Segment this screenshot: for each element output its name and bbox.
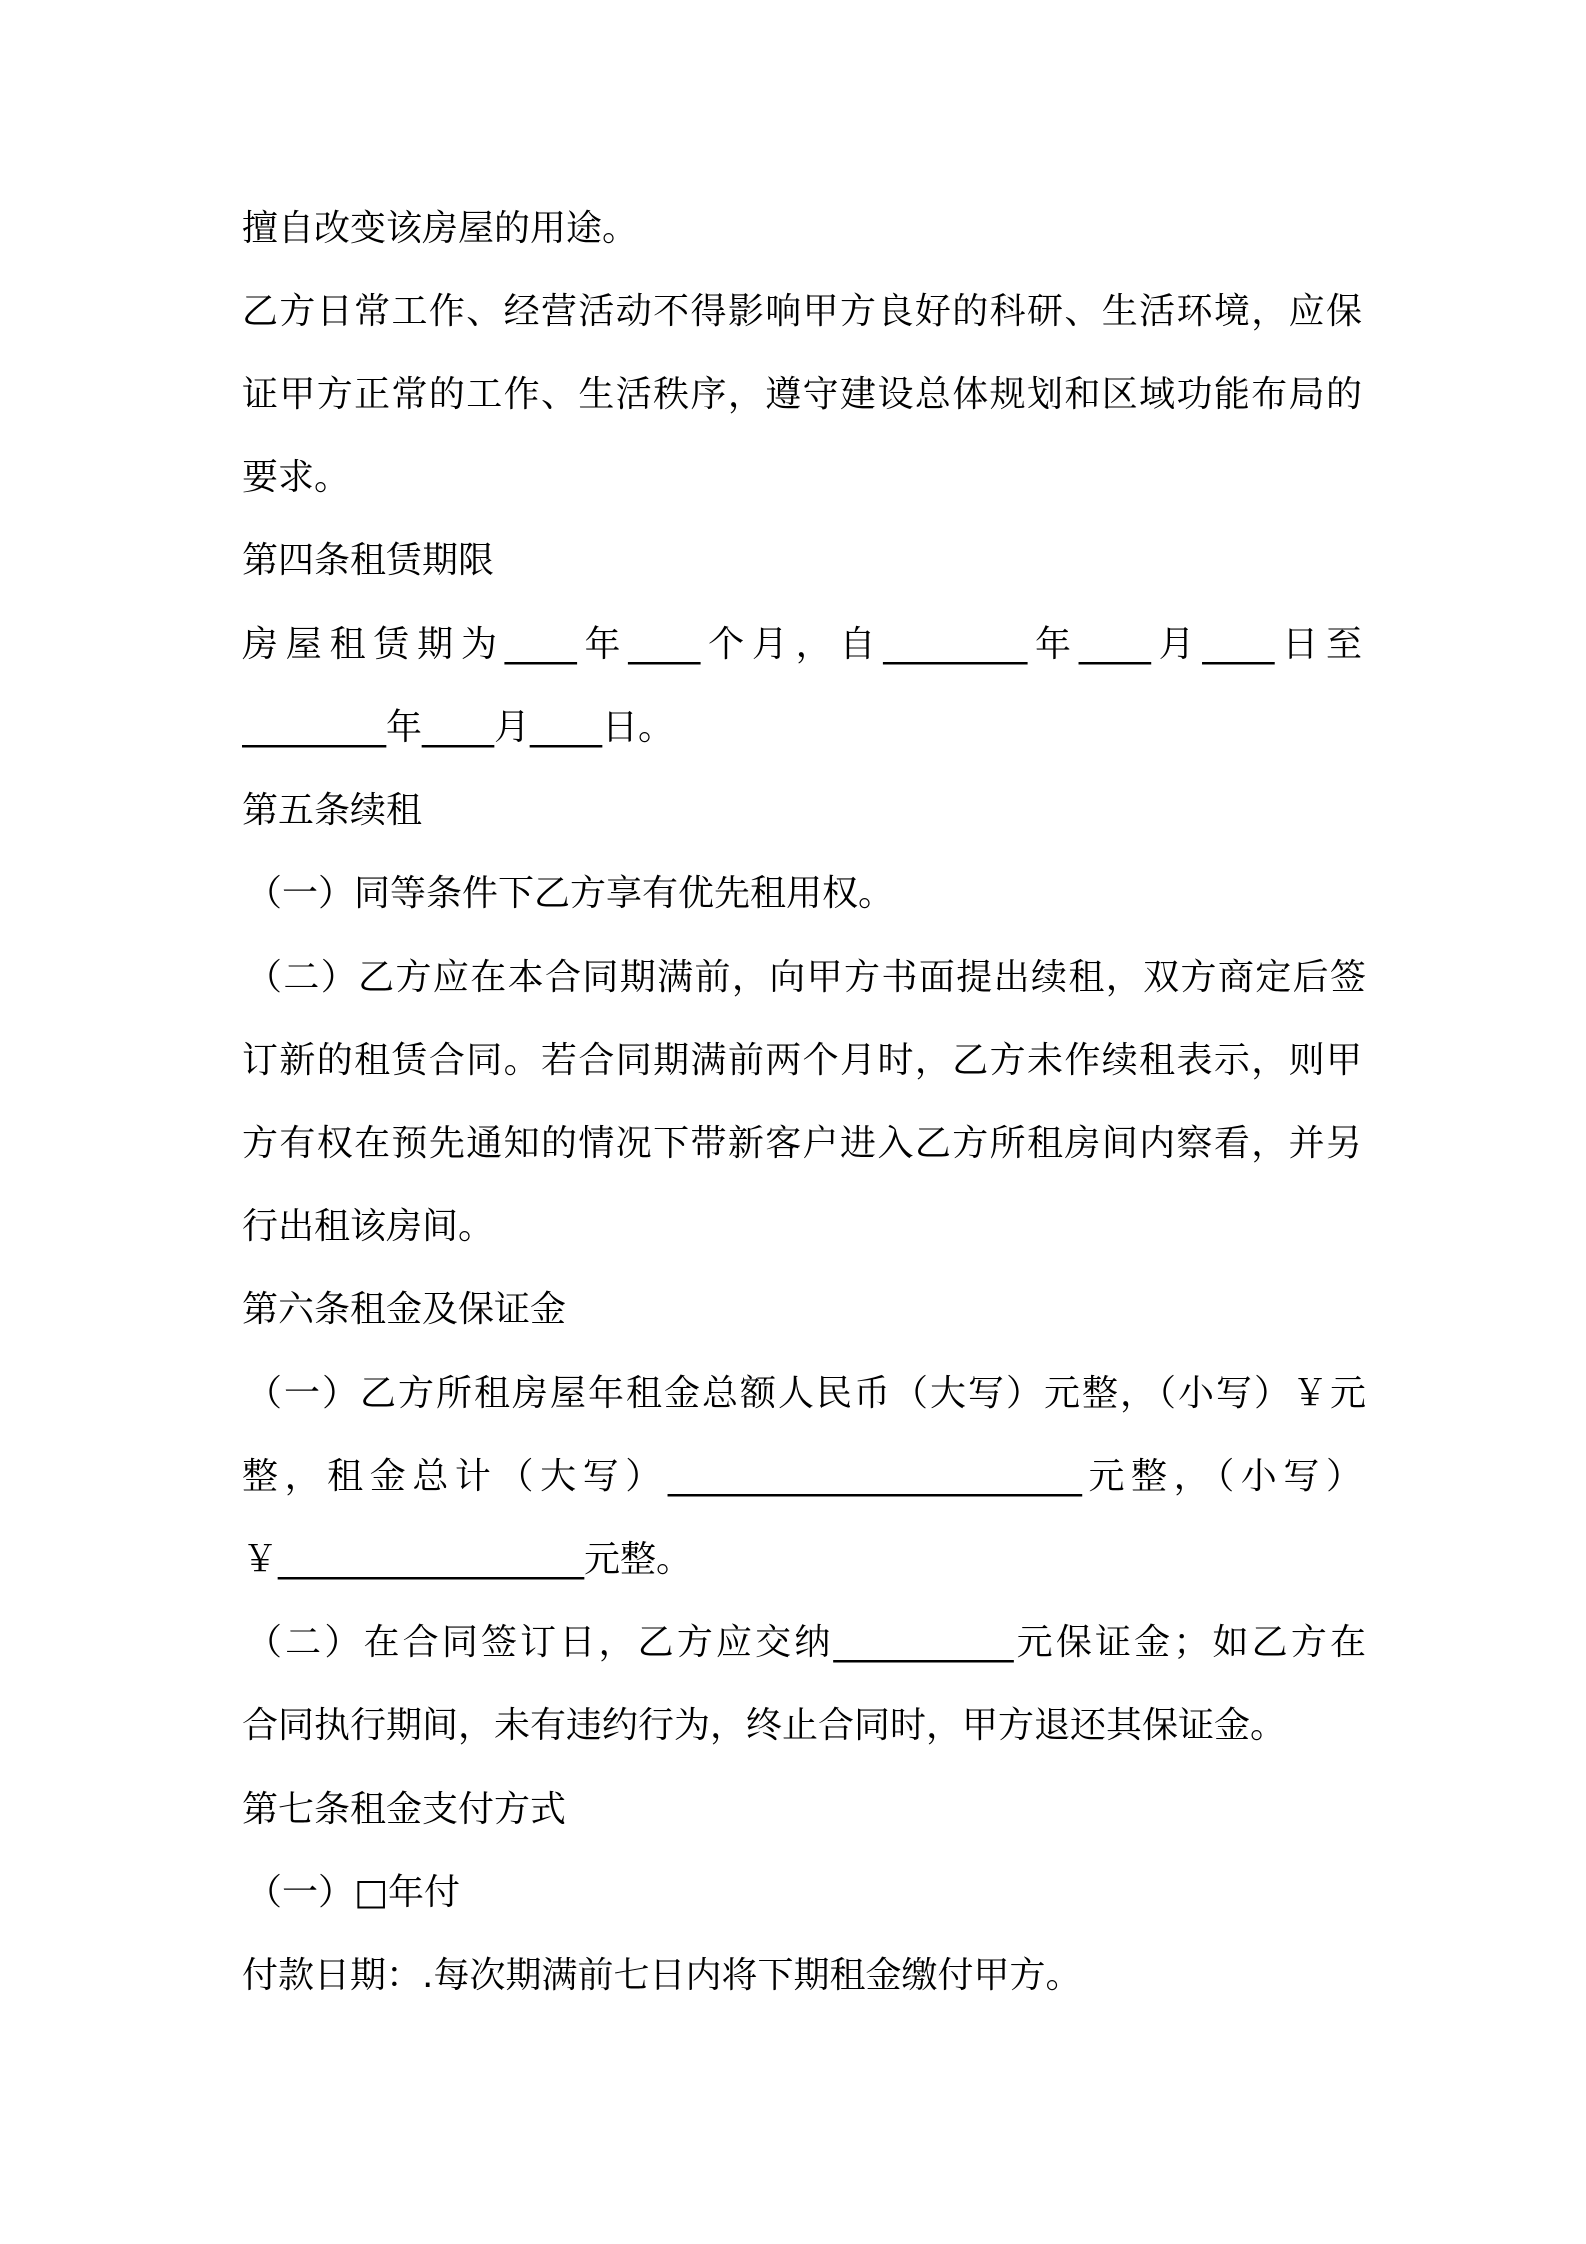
clause-6-2-line-1: （二）在合同签订日，乙方应交纳__________元保证金；如乙方在 [246, 1622, 1366, 1663]
clause-5-2-line-2: 订新的租赁合同。若合同期满前两个月时，乙方未作续租表示，则甲 [242, 1040, 1362, 1081]
clause-6-1-line-3: ￥_________________元整。 [242, 1539, 693, 1580]
paragraph-line-2: 乙方日常工作、经营活动不得影响甲方良好的科研、生活环境，应保 [242, 291, 1362, 332]
paragraph-line-4: 要求。 [242, 457, 351, 498]
paragraph-line-1: 擅自改变该房屋的用途。 [242, 208, 639, 249]
paragraph-line-lease-term-1: 房屋租赁期为____年____个月，自________年____月____日至 [242, 624, 1362, 665]
section-heading-article-4: 第四条租赁期限 [242, 540, 495, 581]
clause-5-2-line-1: （二）乙方应在本合同期满前，向甲方书面提出续租，双方商定后签 [246, 957, 1366, 998]
clause-5-1: （一）同等条件下乙方享有优先租用权。 [246, 873, 895, 914]
section-heading-article-6: 第六条租金及保证金 [242, 1289, 567, 1330]
section-heading-article-7: 第七条租金支付方式 [242, 1789, 567, 1830]
clause-5-2-line-3: 方有权在预先通知的情况下带新客户进入乙方所租房间内察看，并另 [242, 1123, 1362, 1164]
clause-6-2-line-2: 合同执行期间，未有违约行为，终止合同时，甲方退还其保证金。 [242, 1705, 1287, 1746]
payment-date-line: 付款日期：.每次期满前七日内将下期租金缴付甲方。 [242, 1955, 1082, 1996]
clause-7-1: （一）□年付 [246, 1872, 461, 1913]
section-heading-article-5: 第五条续租 [242, 790, 423, 831]
paragraph-line-lease-term-2: ________年____月____日。 [242, 707, 675, 748]
clause-6-1-line-2: 整，租金总计（大写）_______________________元整，（小写） [242, 1456, 1362, 1497]
paragraph-line-3: 证甲方正常的工作、生活秩序，遵守建设总体规划和区域功能布局的 [242, 374, 1362, 415]
clause-5-2-line-4: 行出租该房间。 [242, 1206, 495, 1247]
clause-6-1-line-1: （一）乙方所租房屋年租金总额人民币（大写）元整，（小写）￥元 [246, 1373, 1366, 1414]
